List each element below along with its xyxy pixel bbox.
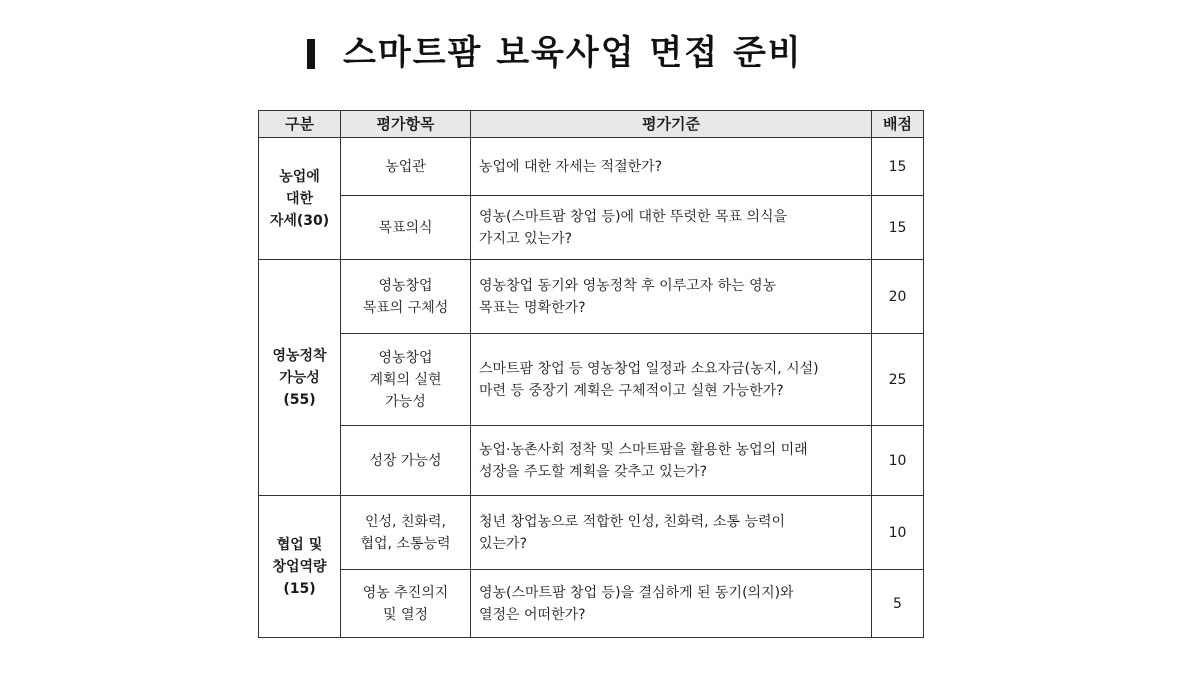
- table-header-row: [259, 111, 924, 138]
- header-criteria: 평가기준: [471, 111, 872, 138]
- header-item: 평가항목: [341, 111, 471, 138]
- table-row: [259, 426, 924, 496]
- criteria-cell: 영농(스마트팜 창업 등)을 결심하게 된 동기(의지)와 열정은 어떠한가?: [471, 570, 872, 638]
- table-row: [259, 138, 924, 196]
- score-cell: 10: [872, 496, 924, 570]
- criteria-cell: 청년 창업농으로 적합한 인성, 친화력, 소통 능력이 있는가?: [471, 496, 872, 570]
- table-row: [259, 496, 924, 570]
- score-cell: 25: [872, 334, 924, 426]
- table-row: [259, 260, 924, 334]
- category-cell: 농업에 대한 자세(30): [259, 138, 341, 260]
- item-cell: 목표의식: [341, 196, 471, 260]
- page-title: 스마트팜 보육사업 면접 준비: [343, 33, 803, 73]
- header-score: 배점: [872, 111, 924, 138]
- criteria-cell: 농업에 대한 자세는 적절한가?: [471, 138, 872, 196]
- item-cell: 영농 추진의지 및 열정: [341, 570, 471, 638]
- criteria-cell: 영농창업 동기와 영농정착 후 이루고자 하는 영농 목표는 명확한가?: [471, 260, 872, 334]
- score-cell: 20: [872, 260, 924, 334]
- evaluation-table: [258, 110, 924, 638]
- item-cell: 인성, 친화력, 협업, 소통능력: [341, 496, 471, 570]
- item-cell: 영농창업 계획의 실현 가능성: [341, 334, 471, 426]
- criteria-cell: 농업·농촌사회 정착 및 스마트팜을 활용한 농업의 미래 성장을 주도할 계획을 갖추고 있는가?: [471, 426, 872, 496]
- item-cell: 농업관: [341, 138, 471, 196]
- item-cell: 영농창업 목표의 구체성: [341, 260, 471, 334]
- title-marker: [307, 39, 315, 69]
- table-row: [259, 196, 924, 260]
- score-cell: 15: [872, 196, 924, 260]
- score-cell: 15: [872, 138, 924, 196]
- table-row: [259, 570, 924, 638]
- criteria-cell: 스마트팜 창업 등 영농창업 일정과 소요자금(농지, 시설) 마련 등 중장기 계획은 구체적이고 실현 가능한가?: [471, 334, 872, 426]
- category-cell: 협업 및 창업역량 (15): [259, 496, 341, 638]
- item-cell: 성장 가능성: [341, 426, 471, 496]
- score-cell: 5: [872, 570, 924, 638]
- table-row: [259, 334, 924, 426]
- criteria-cell: 영농(스마트팜 창업 등)에 대한 뚜렷한 목표 의식을 가지고 있는가?: [471, 196, 872, 260]
- category-cell: 영농정착 가능성 (55): [259, 260, 341, 496]
- header-category: 구분: [259, 111, 341, 138]
- score-cell: 10: [872, 426, 924, 496]
